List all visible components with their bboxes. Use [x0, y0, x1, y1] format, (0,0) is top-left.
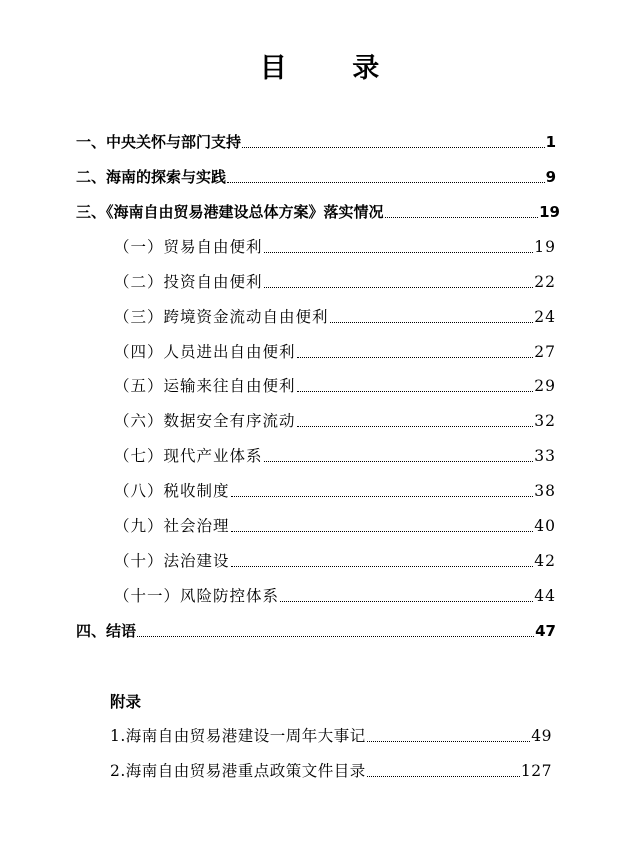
toc-entry-label: （五）运输来往自由便利	[114, 377, 296, 395]
toc-entry-page: 40	[534, 517, 556, 535]
toc-entry-label: 一、中央关怀与部门支持	[76, 133, 242, 151]
page-title: 目 录	[259, 53, 408, 84]
toc-entry-subsection-8[interactable]	[114, 479, 556, 503]
toc-entry-label: （四）人员进出自由便利	[114, 343, 296, 361]
toc-entry-subsection-11[interactable]	[114, 584, 556, 608]
toc-entry-page: 19	[539, 203, 560, 221]
toc-entry-subsection-2[interactable]	[114, 270, 556, 294]
toc-entry-page: 38	[534, 482, 556, 500]
appendix-heading: 附录	[110, 693, 142, 711]
toc-entry-label: （十）法治建设	[114, 552, 230, 570]
appendix-entry-2[interactable]	[110, 759, 552, 783]
toc-entry-page: 24	[534, 308, 556, 326]
toc-entry-section-4[interactable]	[76, 619, 556, 643]
toc-entry-section-2[interactable]	[76, 165, 556, 189]
toc-entry-label: 2.海南自由贸易港重点政策文件目录	[110, 762, 366, 780]
dot-leader	[227, 181, 545, 183]
dot-leader	[242, 146, 545, 148]
toc-entry-label: （三）跨境资金流动自由便利	[114, 308, 329, 326]
toc-entry-label: 二、海南的探索与实践	[76, 168, 227, 186]
toc-entry-page: 49	[531, 727, 552, 745]
appendix-entry-1[interactable]	[110, 724, 552, 748]
toc-entry-label: （七）现代产业体系	[114, 447, 263, 465]
toc-entry-page: 27	[534, 343, 556, 361]
toc-entry-page: 22	[534, 273, 556, 291]
dot-leader	[137, 635, 534, 637]
toc-entry-page: 32	[534, 412, 556, 430]
toc-entry-subsection-7[interactable]	[114, 444, 556, 468]
toc-entry-page: 33	[534, 447, 556, 465]
dot-leader	[231, 530, 534, 532]
dot-leader	[297, 390, 534, 392]
toc-entry-label: 四、结语	[76, 622, 137, 640]
dot-leader	[264, 286, 534, 288]
dot-leader	[280, 600, 533, 602]
dot-leader	[367, 775, 520, 777]
toc-entry-label: （九）社会治理	[114, 517, 230, 535]
toc-entry-subsection-6[interactable]	[114, 409, 556, 433]
toc-entry-page: 9	[545, 168, 556, 186]
toc-entry-label: 三、《海南自由贸易港建设总体方案》落实情况	[76, 203, 384, 221]
toc-entry-page: 29	[534, 377, 556, 395]
toc-entry-subsection-3[interactable]	[114, 305, 556, 329]
dot-leader	[231, 495, 534, 497]
toc-entry-page: 44	[534, 587, 556, 605]
toc-entry-page: 19	[534, 238, 556, 256]
toc-entry-page: 127	[520, 762, 552, 780]
dot-leader	[385, 216, 539, 218]
toc-entry-page: 42	[534, 552, 556, 570]
toc-entry-page: 47	[535, 622, 556, 640]
toc-entry-label: （十一）风险防控体系	[114, 587, 280, 605]
toc-entry-subsection-4[interactable]	[114, 340, 556, 364]
dot-leader	[297, 425, 534, 427]
toc-entry-label: （一）贸易自由便利	[114, 238, 263, 256]
toc-entry-section-3[interactable]	[76, 200, 560, 224]
toc-entry-label: （八）税收制度	[114, 482, 230, 500]
dot-leader	[330, 321, 534, 323]
toc-entry-label: 1.海南自由贸易港建设一周年大事记	[110, 727, 366, 745]
dot-leader	[297, 356, 534, 358]
toc-entry-subsection-5[interactable]	[114, 374, 556, 398]
dot-leader	[264, 460, 534, 462]
dot-leader	[231, 565, 534, 567]
toc-entry-subsection-9[interactable]	[114, 514, 556, 538]
toc-entry-section-1[interactable]	[76, 130, 556, 154]
toc-entry-page: 1	[545, 133, 556, 151]
toc-entry-subsection-10[interactable]	[114, 549, 556, 573]
toc-entry-label: （二）投资自由便利	[114, 273, 263, 291]
dot-leader	[367, 740, 530, 742]
dot-leader	[264, 251, 534, 253]
toc-entry-label: （六）数据安全有序流动	[114, 412, 296, 430]
toc-entry-subsection-1[interactable]	[114, 235, 556, 259]
